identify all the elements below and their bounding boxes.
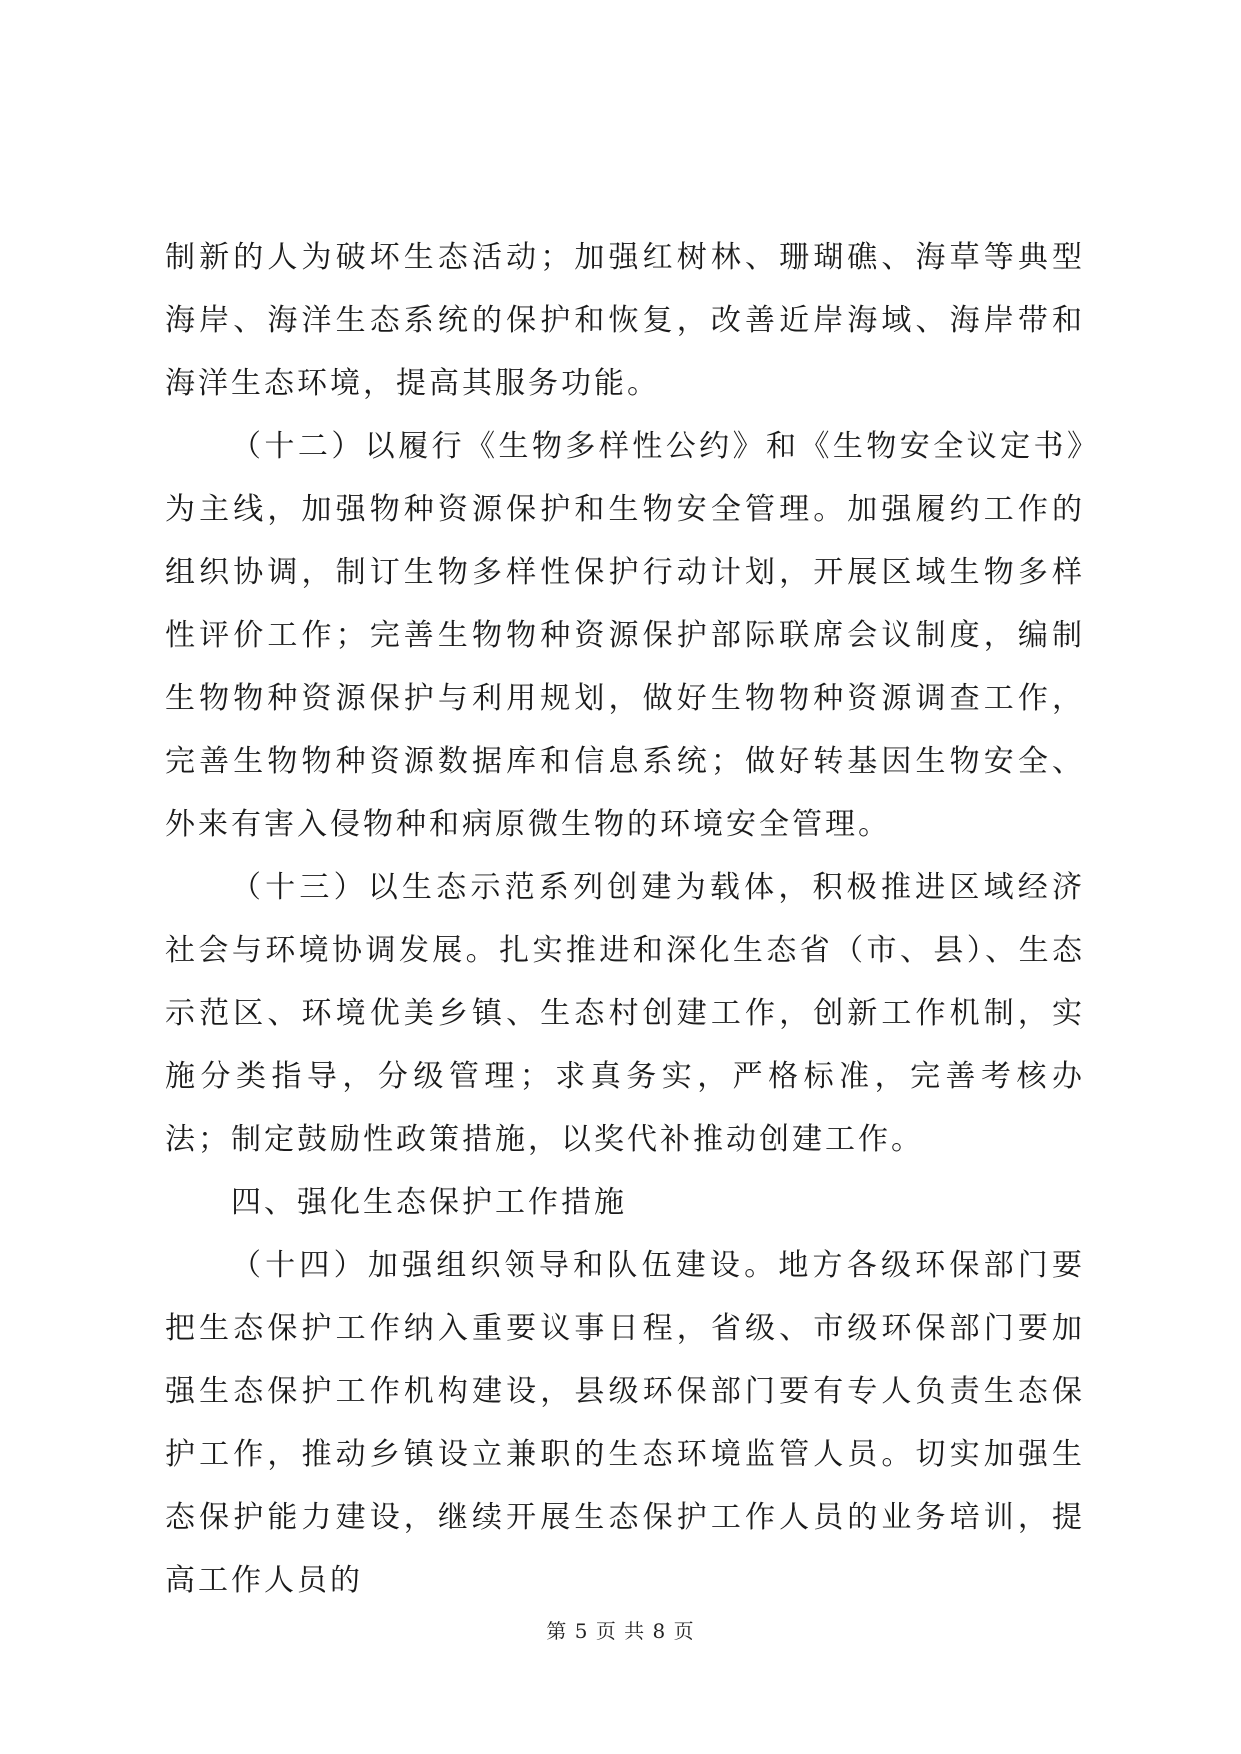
- page-footer: [0, 1615, 1241, 1644]
- section-heading-4: 四、强化生态保护工作措施: [231, 1185, 627, 1220]
- page-number-label: 第 5 页 共 8 页: [546, 1619, 695, 1643]
- paragraph-section-13: （十三）以生态示范系列创建为载体，积极推进区域经济社会与环境协调发展。扎实推进和深化生态省（市、县）、生态示范区、环境优美乡镇、生态村创建工作，创新工作机制，实施分类指导，分级管理；求真务实，严格标准，完善考核办法；制定鼓励性政策措施，以奖代补推动创建工作。: [165, 870, 1085, 1157]
- paragraph-continuation: 制新的人为破坏生态活动；加强红树林、珊瑚礁、海草等典型海岸、海洋生态系统的保护和恢复，改善近岸海域、海岸带和海洋生态环境，提高其服务功能。: [165, 240, 1085, 401]
- document-body: [165, 226, 1085, 1612]
- paragraph-section-12: （十二）以履行《生物多样性公约》和《生物安全议定书》为主线，加强物种资源保护和生物安全管理。加强履约工作的组织协调，制订生物多样性保护行动计划，开展区域生物多样性评价工作；完善生物物种资源保护部际联席会议制度，编制生物物种资源保护与利用规划，做好生物物种资源调查工作，完善生物物种资源数据库和信息系统；做好转基因生物安全、外来有害入侵物种和病原微生物的环境安全管理。: [165, 429, 1085, 842]
- paragraph-section-14: （十四）加强组织领导和队伍建设。地方各级环保部门要把生态保护工作纳入重要议事日程，省级、市级环保部门要加强生态保护工作机构建设，县级环保部门要有专人负责生态保护工作，推动乡镇设立兼职的生态环境监管人员。切实加强生态保护能力建设，继续开展生态保护工作人员的业务培训，提高工作人员的: [165, 1248, 1085, 1598]
